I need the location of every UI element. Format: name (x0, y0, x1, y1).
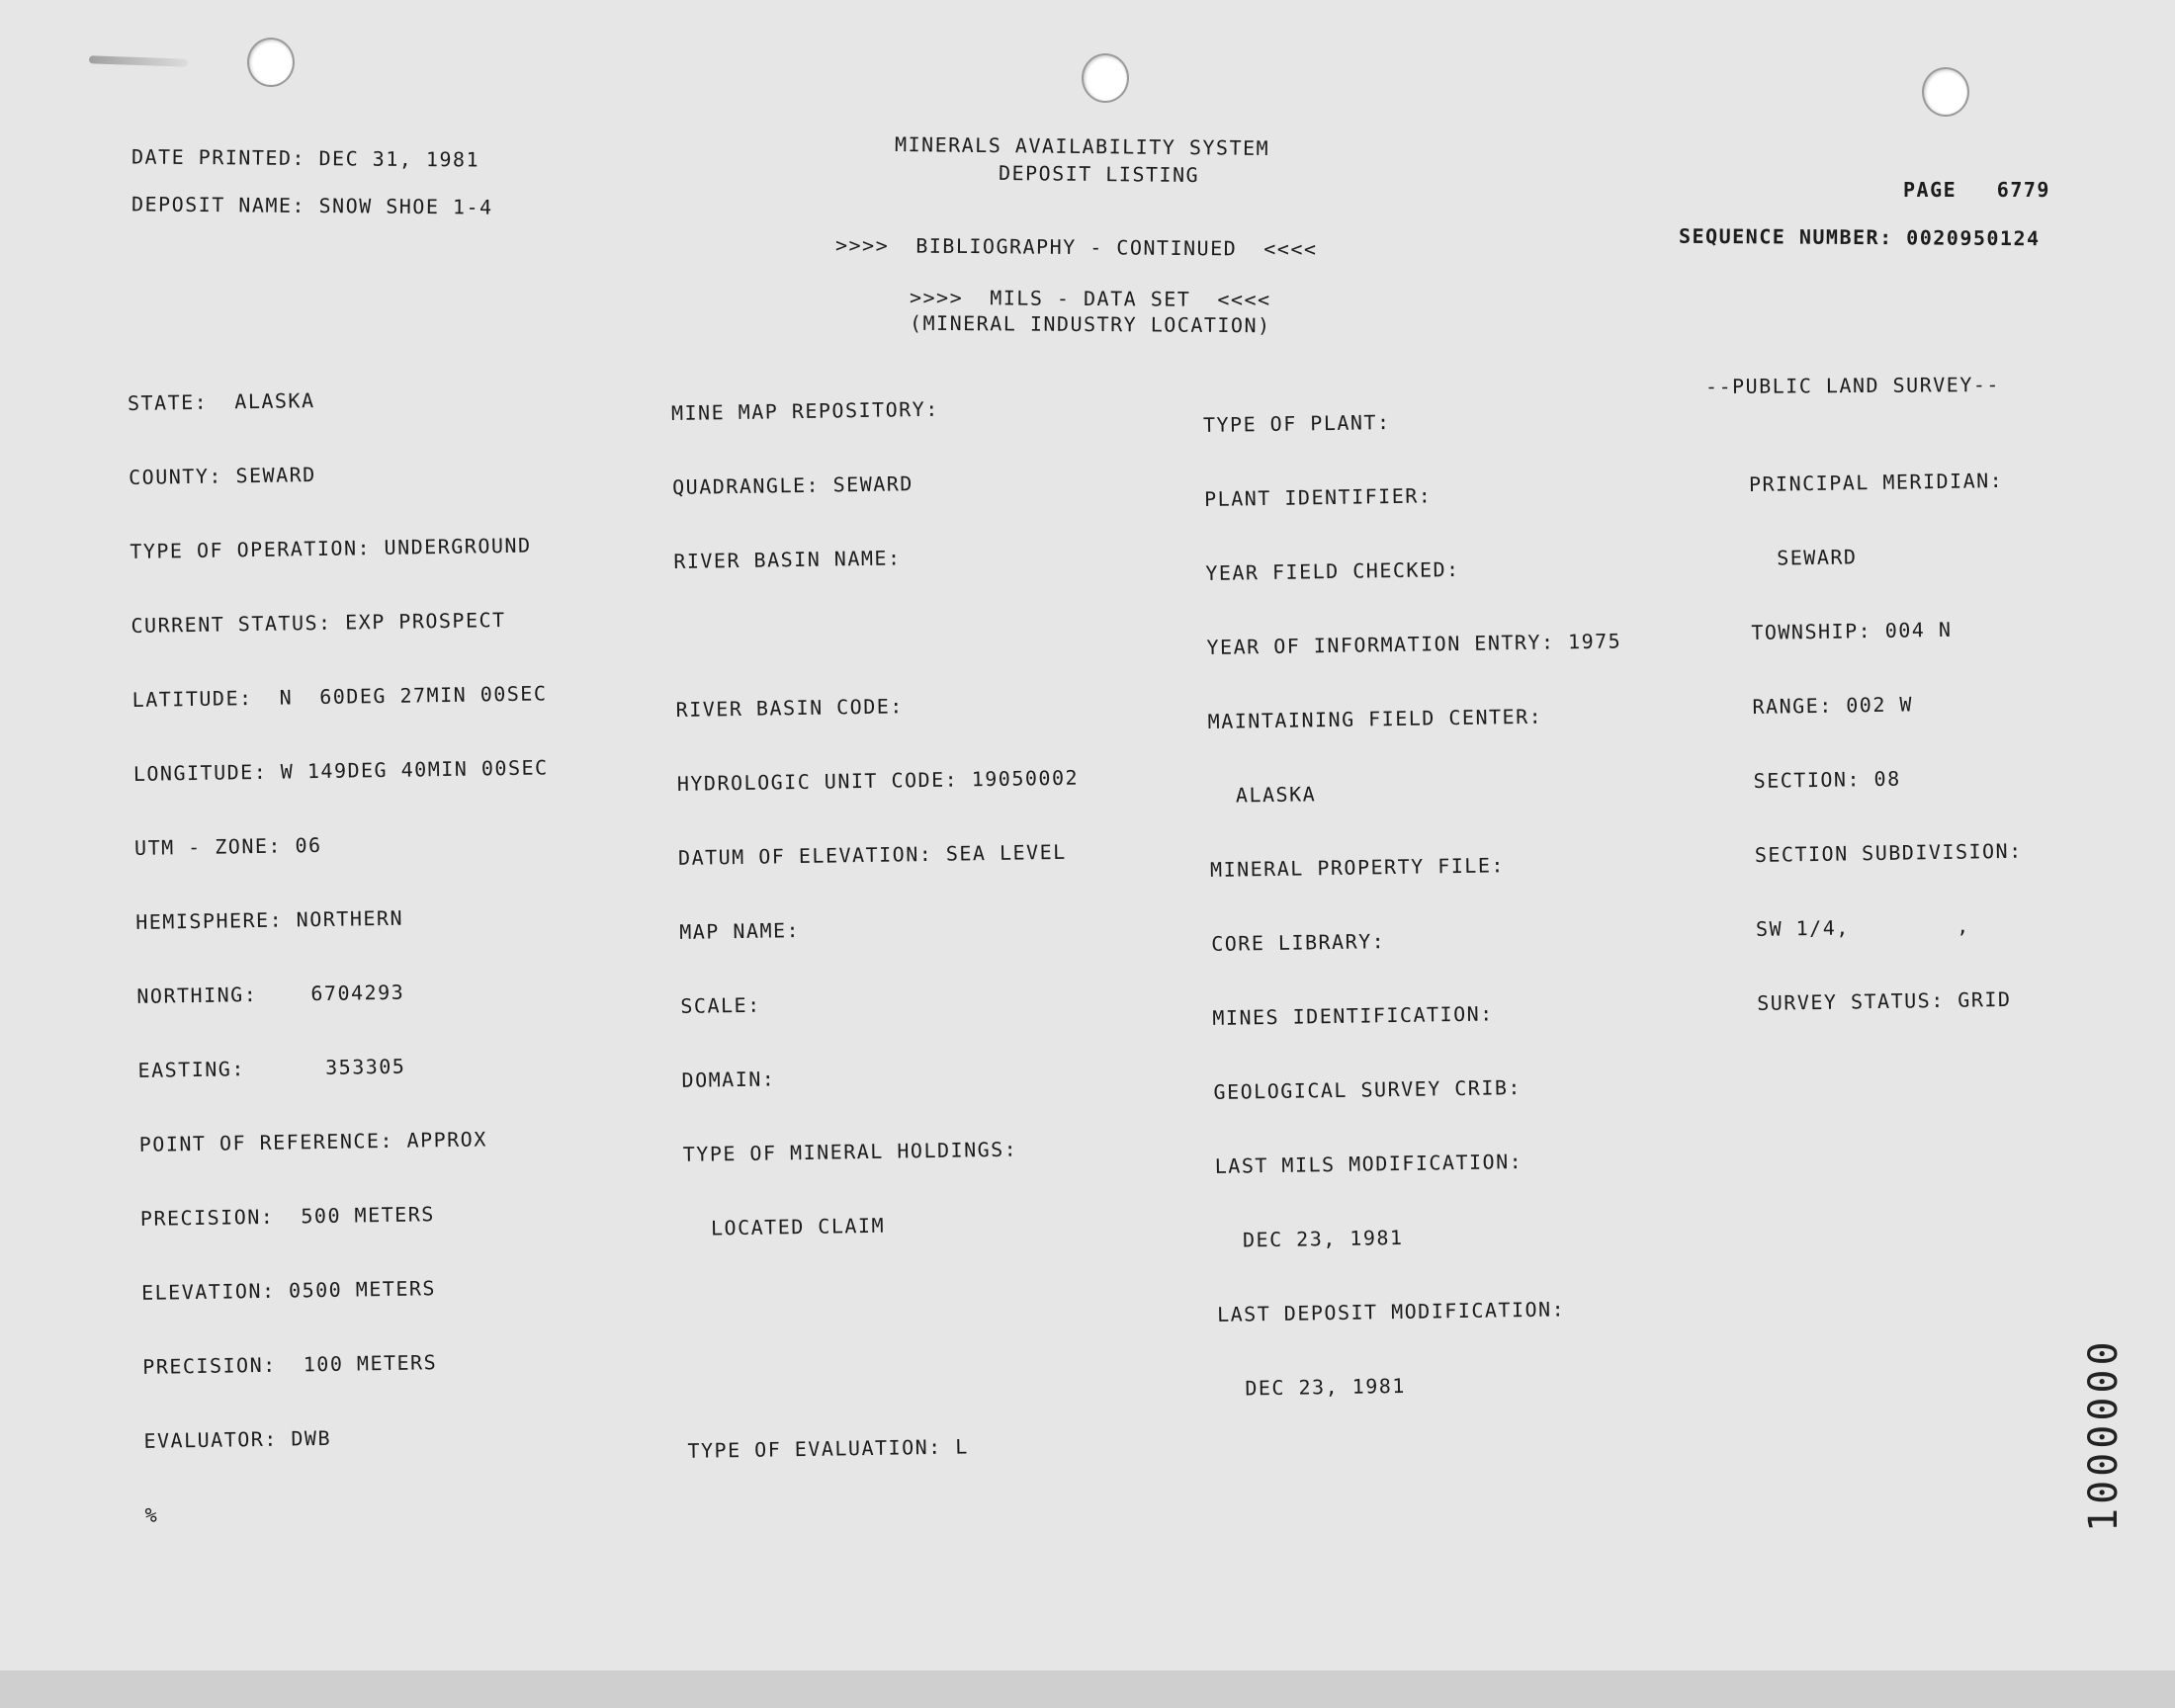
field-line: MINES IDENTIFICATION: (1212, 1001, 1494, 1030)
field-line: DATUM OF ELEVATION: SEA LEVEL (677, 839, 1067, 870)
field-line: RIVER BASIN NAME: (673, 546, 902, 573)
field-line: ALASKA (1208, 782, 1317, 808)
field-line: SECTION: 08 (1753, 766, 1901, 793)
location-column (127, 335, 561, 1577)
field-line: EVALUATOR: DWB (143, 1425, 332, 1453)
field-line: POINT OF REFERENCE: APPROX (138, 1127, 487, 1156)
field-line: TOWNSHIP: 004 N (1751, 617, 1953, 644)
ink-smudge (89, 55, 188, 66)
field-line: RANGE: 002 W (1752, 692, 1914, 719)
page-number: PAGE 6779 (1903, 178, 2050, 202)
field-line: PLANT IDENTIFIER: (1203, 483, 1433, 511)
field-line: UTM - ZONE: 06 (133, 832, 322, 860)
sequence-number: SEQUENCE NUMBER: 0020950124 (1678, 223, 2041, 251)
punch-hole-left (247, 38, 295, 87)
field-line: PRECISION: 500 METERS (139, 1202, 435, 1231)
field-line (674, 618, 1077, 648)
mils-subheading: (MINERAL INDUSTRY LOCATION) (909, 310, 1271, 338)
field-line: SECTION SUBDIVISION: (1754, 838, 2023, 867)
field-line: TYPE OF MINERAL HOLDINGS: (682, 1137, 1018, 1166)
field-line: TYPE OF OPERATION: UNDERGROUND (130, 533, 532, 563)
deposit-name: DEPOSIT NAME: SNOW SHOE 1-4 (130, 192, 493, 219)
punch-hole-center (1082, 53, 1129, 103)
field-line: LATITUDE: N 60DEG 27MIN 00SEC (131, 681, 548, 712)
plant-column (1202, 357, 1634, 1450)
field-line: NORTHING: 6704293 (136, 980, 405, 1008)
field-line: MAP NAME: (679, 918, 801, 944)
system-title: MINERALS AVAILABILITY SYSTEM (894, 132, 1270, 160)
field-line: QUADRANGLE: SEWARD (671, 471, 914, 499)
field-line: LAST MILS MODIFICATION: (1214, 1150, 1523, 1178)
public-land-survey-heading: --PUBLIC LAND SURVEY-- (1704, 372, 2000, 399)
field-line: LOCATED CLAIM (683, 1213, 886, 1240)
field-line: HEMISPHERE: NORTHERN (135, 905, 404, 934)
field-line: CORE LIBRARY: (1211, 929, 1386, 956)
field-line: SEWARD (1749, 545, 1858, 570)
margin-number (2081, 1236, 2140, 1532)
field-line: COUNTY: SEWARD (128, 463, 316, 489)
date-printed: DATE PRINTED: DEC 31, 1981 (130, 144, 480, 172)
field-line: SCALE: (680, 992, 761, 1018)
field-line: ELEVATION: 0500 METERS (140, 1276, 437, 1305)
field-line: HYDROLOGIC UNIT CODE: 19050002 (676, 765, 1080, 796)
map-column (670, 346, 1090, 1513)
field-line: GEOLOGICAL SURVEY CRIB: (1213, 1075, 1522, 1104)
field-line: YEAR OF INFORMATION ENTRY: 1975 (1206, 629, 1622, 659)
field-line: LAST DEPOSIT MODIFICATION: (1216, 1297, 1566, 1326)
field-line (685, 1285, 1088, 1316)
listing-title: DEPOSIT LISTING (998, 160, 1200, 188)
margin-number-text: 1000000 (2081, 1337, 2127, 1532)
field-line: DEC 23, 1981 (1215, 1225, 1404, 1252)
field-line (686, 1358, 1088, 1389)
field-line: EASTING: 353305 (137, 1054, 406, 1082)
field-line: TYPE OF EVALUATION: L (687, 1434, 969, 1463)
field-line: % (144, 1502, 159, 1527)
field-line: SURVEY STATUS: GRID (1757, 986, 2012, 1015)
field-line: PRECISION: 100 METERS (142, 1350, 438, 1379)
field-line: YEAR FIELD CHECKED: (1205, 556, 1460, 585)
field-line: DEC 23, 1981 (1218, 1373, 1407, 1401)
field-line: MINE MAP REPOSITORY: (670, 396, 939, 425)
field-line: DOMAIN: (681, 1067, 776, 1092)
scan-border (0, 1670, 2175, 1708)
field-line: CURRENT STATUS: EXP PROSPECT (130, 608, 506, 638)
field-line: TYPE OF PLANT: (1202, 410, 1391, 437)
field-line: MAINTAINING FIELD CENTER: (1207, 704, 1543, 733)
bibliography-heading: >>>> BIBLIOGRAPHY - CONTINUED <<<< (834, 232, 1318, 262)
field-line: MINERAL PROPERTY FILE: (1209, 853, 1506, 882)
field-line: SW 1/4, , (1755, 913, 1970, 941)
land-survey-column (1748, 419, 2026, 1066)
punch-hole-right (1922, 67, 1969, 117)
field-line: RIVER BASIN CODE: (675, 694, 905, 722)
field-line: STATE: ALASKA (127, 388, 315, 415)
mils-heading: >>>> MILS - DATA SET <<<< (909, 285, 1271, 312)
field-line: PRINCIPAL MERIDIAN: (1748, 468, 2004, 496)
field-line: LONGITUDE: W 149DEG 40MIN 00SEC (132, 755, 549, 786)
